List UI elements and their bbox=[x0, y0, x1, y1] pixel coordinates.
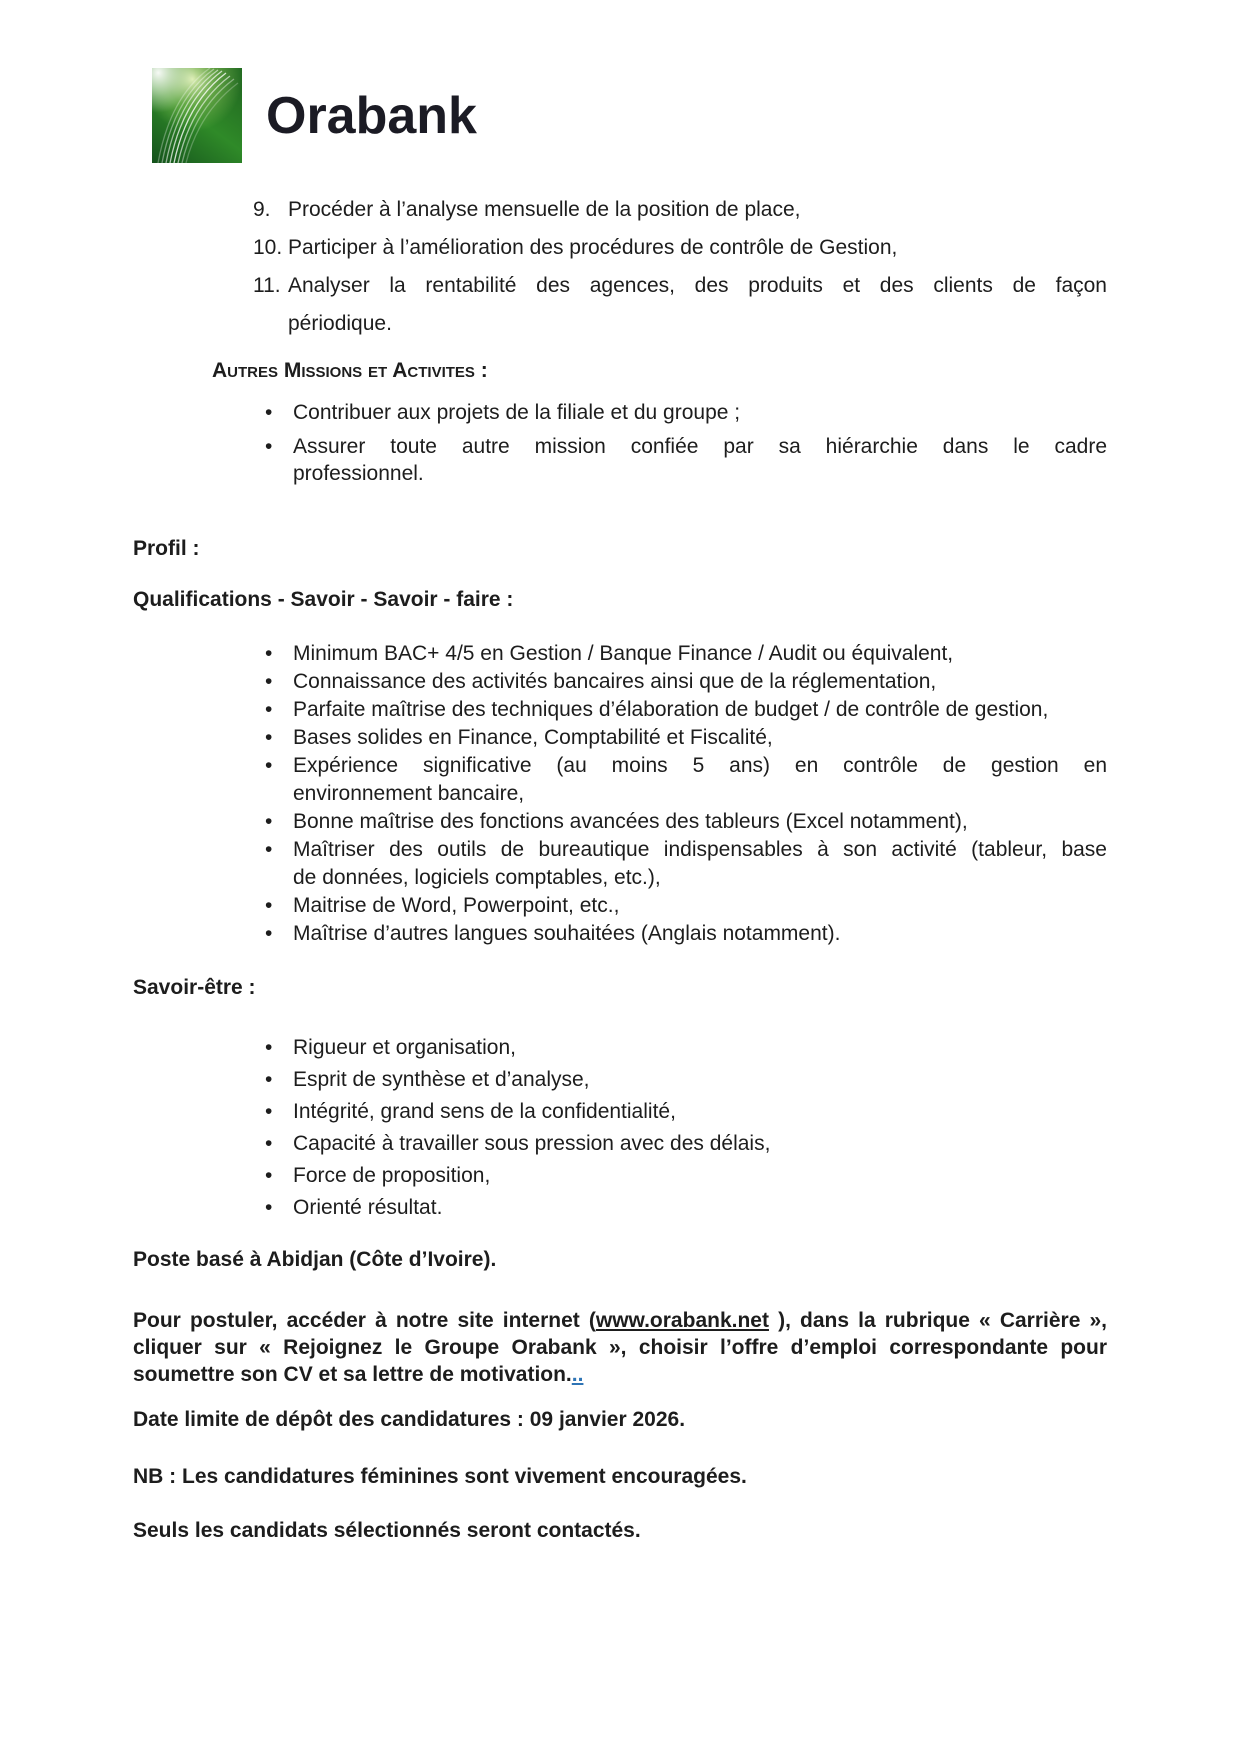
item-text: • Rigueur et organisation, bbox=[293, 1036, 516, 1059]
numbered-item bbox=[253, 191, 1107, 229]
item-text: • Parfaite maîtrise des techniques d’élaboration de budget / de contrôle de gestion, bbox=[293, 698, 1049, 721]
item-text: • Minimum BAC+ 4/5 en Gestion / Banque Finance / Audit ou équivalent, bbox=[293, 642, 954, 665]
orabank-logo-mark-icon bbox=[152, 68, 242, 163]
application-deadline: Date limite de dépôt des candidatures : 09 janvier 2026. bbox=[133, 1408, 686, 1431]
bullet-item bbox=[265, 668, 1107, 696]
apply-text-before-link: Pour postuler, accéder à notre site internet ( bbox=[133, 1309, 596, 1332]
item-text: • Maîtriser des outils de bureautique indispensables à son activité (tableur, base de données, logiciels comptables, etc.), bbox=[293, 838, 1107, 889]
selection-note: Seuls les candidats sélectionnés seront contactés. bbox=[133, 1519, 641, 1542]
item-number: 9. bbox=[253, 198, 271, 221]
item-text: • Orienté résultat. bbox=[293, 1196, 443, 1219]
bullet-item bbox=[265, 433, 1107, 487]
document-body bbox=[0, 191, 1240, 1544]
item-text: • Intégrité, grand sens de la confidentialité, bbox=[293, 1100, 676, 1123]
bullet-item bbox=[265, 696, 1107, 724]
bullet-item bbox=[265, 1194, 1107, 1222]
bullet-item bbox=[265, 1034, 1107, 1062]
item-text: • Expérience significative (au moins 5 ans) en contrôle de gestion en environnement bancaire, bbox=[293, 754, 1107, 805]
trailing-hyperlink-dots[interactable]: .. bbox=[571, 1363, 584, 1386]
bullet-item bbox=[265, 640, 1107, 668]
bullet-item bbox=[265, 1130, 1107, 1158]
bullet-item bbox=[265, 892, 1107, 920]
bullet-item bbox=[265, 1162, 1107, 1190]
savoir-etre-list bbox=[133, 1034, 1107, 1222]
item-text: • Bonne maîtrise des fonctions avancées des tableurs (Excel notamment), bbox=[293, 810, 968, 833]
item-text: • Capacité à travailler sous pression avec des délais, bbox=[293, 1132, 771, 1155]
job-location: Poste basé à Abidjan (Côte d’Ivoire). bbox=[133, 1248, 497, 1271]
qualifications-heading: Qualifications - Savoir - Savoir - faire : bbox=[133, 588, 514, 611]
apply-instructions bbox=[133, 1307, 1107, 1388]
numbered-item bbox=[253, 267, 1107, 343]
bullet-item bbox=[265, 1066, 1107, 1094]
bullet-item bbox=[265, 724, 1107, 752]
bullet-item bbox=[265, 920, 1107, 948]
apply-text-after-link: ), dans la rubrique « Carrière », cliquer sur « Rejoignez le Groupe Orabank », choisir l’offre d’emploi correspondante pour soumettre son CV et sa lettre de motivation. bbox=[133, 1309, 1107, 1386]
item-text: Procéder à l’analyse mensuelle de la position de place, bbox=[288, 198, 801, 221]
missions-numbered-list bbox=[133, 191, 1107, 343]
bullet-item bbox=[265, 836, 1107, 892]
profil-heading: Profil : bbox=[133, 537, 200, 560]
orabank-logo-text: Orabank bbox=[266, 86, 477, 145]
item-number: 11. bbox=[253, 274, 281, 297]
item-text: • Maîtrise d’autres langues souhaitées (Anglais notamment). bbox=[293, 922, 841, 945]
nb-note: NB : Les candidatures féminines sont vivement encouragées. bbox=[133, 1465, 747, 1488]
numbered-item bbox=[253, 229, 1107, 267]
bullet-item bbox=[265, 399, 1107, 426]
bullet-item bbox=[265, 1098, 1107, 1126]
bullet-item bbox=[265, 752, 1107, 808]
item-number: 10. bbox=[253, 236, 283, 259]
item-text: • Esprit de synthèse et d’analyse, bbox=[293, 1068, 590, 1091]
item-text: • Bases solides en Finance, Comptabilité et Fiscalité, bbox=[293, 726, 773, 749]
item-text: • Maitrise de Word, Powerpoint, etc., bbox=[293, 894, 620, 917]
item-text: • Connaissance des activités bancaires ainsi que de la réglementation, bbox=[293, 670, 937, 693]
item-text: • Assurer toute autre mission confiée par sa hiérarchie dans le cadre professionnel. bbox=[293, 435, 1107, 485]
orabank-logo bbox=[0, 0, 1240, 163]
autres-missions-list bbox=[133, 399, 1107, 487]
item-text: • Force de proposition, bbox=[293, 1164, 491, 1187]
qualifications-list bbox=[133, 640, 1107, 948]
item-text: Analyser la rentabilité des agences, des produits et des clients de façon périodique. bbox=[288, 274, 1107, 335]
orabank-website-link[interactable]: www.orabank.net bbox=[595, 1309, 769, 1332]
item-text: Participer à l’amélioration des procédures de contrôle de Gestion, bbox=[288, 236, 898, 259]
autres-missions-heading: Autres Missions et Activites : bbox=[212, 359, 488, 382]
item-text: • Contribuer aux projets de la filiale et du groupe ; bbox=[293, 401, 741, 424]
savoir-etre-heading: Savoir-être : bbox=[133, 976, 256, 999]
bullet-item bbox=[265, 808, 1107, 836]
